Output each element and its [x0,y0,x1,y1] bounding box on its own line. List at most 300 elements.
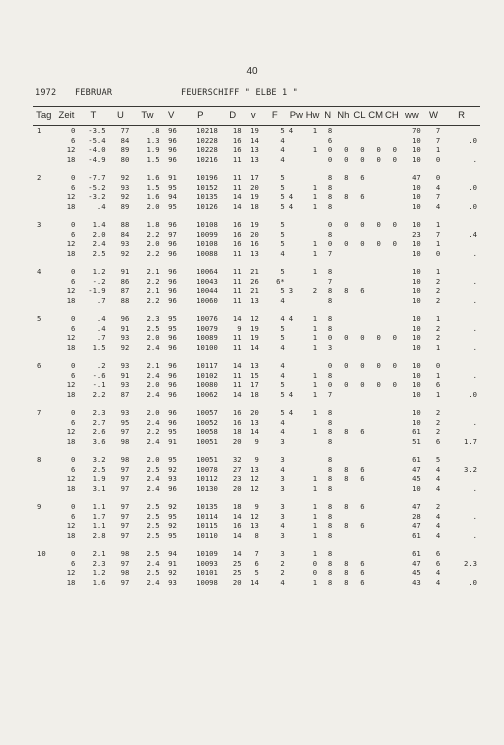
table-cell-tw: 2.0 [146,380,160,389]
day-tag: 4 [37,267,42,276]
table-cell-r: . [472,511,477,521]
table-cell-u: 84 [120,135,130,145]
table-cell-zeit: 0 [71,549,76,558]
table-cell-t: 2.8 [92,530,106,540]
table-cell-hw: 1 [312,248,318,258]
col-hw: Hw [305,107,320,126]
col-w: W [424,107,443,126]
table-row [33,296,480,306]
table-cell-u: 92 [120,248,130,258]
table-cell-tw: 1.6 [146,173,160,182]
table-cell-p: 10043 [196,276,218,286]
table-cell-t: -3.5 [88,126,106,135]
table-cell-u: 91 [120,323,130,333]
table-cell-nh: 0 [344,154,349,164]
table-cell-cl: 6 [360,577,365,587]
table-cell-t: 1.4 [92,220,106,229]
table-cell-v: 96 [168,145,177,154]
col-u: U [109,107,133,126]
table-cell-tw: 2.5 [146,464,160,474]
table-cell-r [443,361,480,371]
table-cell-n: 8 [327,408,333,417]
table-cell-ch [384,427,400,437]
table-row [33,465,480,475]
table-cell-n: 8 [327,455,333,464]
table-cell-pw: 4 [288,314,294,323]
table-cell-d: 20 [232,483,242,493]
table-cell-cm [368,230,384,240]
table-cell-t: -1.9 [88,286,106,295]
table-cell-t: 2.5 [92,464,106,474]
table-cell-cl: 0 [360,333,365,342]
table-cell-d: 23 [232,474,242,483]
table-cell-cl: 6 [360,192,365,201]
table-cell-cm [368,559,384,569]
table-cell-pw [288,380,305,390]
table-cell-t: 1.2 [92,568,106,577]
table-cell-n: 0 [327,220,333,229]
table-cell-w: 1 [435,267,441,276]
table-cell-p: 10135 [196,192,218,201]
table-cell-ch [384,324,400,334]
table-cell-n: 0 [327,145,333,154]
table-row [33,183,480,193]
table-cell-hw [305,455,320,465]
table-cell-u: 93 [120,333,130,342]
table-cell-r [443,314,480,324]
table-cell-d: 11 [232,333,242,342]
table-cell-n: 0 [327,239,333,248]
table-cell-ww: 10 [412,276,421,286]
day-tag [33,418,55,428]
table-cell-pw [288,343,305,353]
table-cell-r [443,568,480,578]
table-row [33,390,480,400]
table-cell-nh [335,277,351,287]
table-cell-v: 96 [168,276,177,286]
col-ch: CH [384,107,400,126]
table-cell-ch [384,173,400,183]
day-tag [33,230,55,240]
table-row [33,230,480,240]
table-cell-u: 89 [120,201,130,211]
table-cell-v: 5 [254,568,259,577]
separator-cell [33,446,480,455]
table-cell-ww: 10 [412,370,421,380]
table-cell-zeit: 6 [71,182,76,192]
table-cell-r: .0 [468,389,477,399]
table-cell-zeit: 12 [66,380,76,389]
table-cell-u: 98 [120,549,130,558]
table-cell-nh: 8 [344,464,349,474]
table-cell-ww: 47 [412,502,421,511]
table-cell-n: 8 [327,173,333,182]
table-cell-v: 8 [254,530,259,540]
table-cell-ch [384,418,400,428]
table-cell-v: 95 [168,511,177,521]
table-cell-ww: 10 [412,417,421,427]
table-cell-n: 8 [327,229,333,239]
table-row [33,474,480,484]
table-cell-ch: 0 [392,220,397,229]
table-cell-d: 16 [232,239,242,248]
table-cell-t: 2.3 [92,408,106,417]
table-cell-tw: 2.5 [146,502,160,511]
table-cell-pw: 4 [288,201,294,211]
table-cell-n: 0 [327,361,333,370]
table-cell-v: 95 [168,314,177,323]
table-cell-d: 14 [232,530,242,540]
table-cell-v: 20 [250,408,259,417]
table-cell-v: 91 [168,173,177,182]
table-row [33,239,480,249]
table-cell-nh [335,343,351,353]
table-cell-cm: 0 [376,380,381,389]
table-cell-nh [335,531,351,541]
table-cell-cm [368,126,384,136]
table-cell-v: 92 [168,464,177,474]
col-cl: CL [351,107,367,126]
table-row [33,155,480,165]
table-cell-zeit: 0 [71,408,76,417]
table-cell-cm [368,371,384,381]
table-cell-d: 18 [232,502,242,511]
table-cell-d: 14 [232,314,242,323]
table-cell-f: 4 [280,577,285,587]
table-cell-u: 97 [120,474,130,483]
table-cell-hw: 0 [312,568,318,577]
table-cell-d: 11 [232,182,242,192]
table-cell-tw: 2.0 [146,455,160,464]
table-cell-zeit: 6 [71,370,76,380]
table-cell-ww: 10 [412,182,421,192]
table-cell-cm [368,465,384,475]
table-cell-tw: 1.9 [146,145,160,154]
table-cell-v: 20 [250,182,259,192]
table-cell-p: 10089 [196,333,218,342]
table-cell-u: 91 [120,370,130,380]
table-cell-r [443,380,480,390]
table-cell-d: 11 [232,342,242,352]
day-tag [33,343,55,353]
table-cell-v: 14 [250,135,259,145]
table-cell-zeit: 6 [71,558,76,568]
table-cell-v: 17 [250,380,259,389]
table-cell-r: .0 [468,182,477,192]
table-cell-pw [288,474,305,484]
table-cell-hw [305,173,320,183]
day-separator [33,352,480,361]
day-tag [33,333,55,343]
table-cell-hw: 1 [312,182,318,192]
table-row [33,220,480,230]
table-cell-v: 96 [168,417,177,427]
table-cell-zeit: 6 [71,135,76,145]
table-cell-v: 19 [250,220,259,229]
table-cell-f: 5 [280,220,285,229]
table-cell-n: 7 [327,248,333,258]
table-cell-tw: 1.3 [146,135,160,145]
table-cell-pw [288,578,305,588]
table-cell-hw: 1 [312,577,318,587]
table-row [33,126,480,136]
table-cell-zeit: 18 [66,483,76,493]
table-cell-v: 96 [168,239,177,248]
table-cell-r: . [472,295,477,305]
table-cell-ww: 10 [412,483,421,493]
table-cell-t: 3.2 [92,455,106,464]
table-cell-cm [368,192,384,202]
table-cell-u: 91 [120,267,130,276]
table-cell-tw: 2.5 [146,530,160,540]
table-cell-zeit: 12 [66,145,76,154]
table-cell-pw [288,371,305,381]
table-cell-tw: 2.5 [146,549,160,558]
table-row [33,286,480,296]
table-cell-v: 96 [168,135,177,145]
table-cell-hw: 1 [312,192,318,201]
table-cell-cl [351,484,367,494]
table-cell-cm: 0 [376,333,381,342]
table-cell-nh [335,437,351,447]
table-cell-t: 2.4 [92,239,106,248]
table-cell-nh [335,202,351,212]
table-cell-hw: 2 [312,286,318,295]
day-separator [33,399,480,408]
table-cell-ch [384,183,400,193]
table-cell-w: 4 [435,474,441,483]
day-tag [33,371,55,381]
table-cell-ww: 10 [412,361,421,370]
table-cell-u: 97 [120,521,130,530]
table-cell-hw: 1 [312,370,318,380]
table-cell-f: 3 [280,511,285,521]
table-cell-ww: 10 [412,389,421,399]
table-cell-pw [288,230,305,240]
table-cell-zeit: 6 [71,464,76,474]
table-row [33,145,480,155]
table-cell-cl [351,230,367,240]
table-cell-cl: 6 [360,464,365,474]
table-cell-f: 5 [280,267,285,276]
table-cell-ww: 10 [412,408,421,417]
table-cell-cm [368,343,384,353]
table-cell-v: 21 [250,286,259,295]
table-cell-w: 4 [435,530,441,540]
table-cell-pw [288,465,305,475]
table-cell-n: 8 [327,295,333,305]
table-cell-p: 10228 [196,135,218,145]
table-cell-w: 4 [435,464,441,474]
table-cell-cl [351,314,367,324]
table-cell-tw: 2.2 [146,295,160,305]
table-cell-tw: 1.5 [146,182,160,192]
table-cell-v: 96 [168,408,177,417]
day-separator [33,493,480,502]
table-cell-nh: 8 [344,521,349,530]
table-cell-hw: 1 [312,126,318,135]
table-cell-t: .4 [96,314,106,323]
table-cell-v: 20 [250,229,259,239]
table-cell-n: 8 [327,511,333,521]
table-cell-p: 10062 [196,389,218,399]
table-cell-hw: 1 [312,521,318,530]
table-cell-zeit: 6 [71,276,76,286]
table-cell-tw: 2.5 [146,568,160,577]
table-cell-d: 11 [232,248,242,258]
table-cell-r [443,408,480,418]
table-cell-zeit: 18 [66,248,76,258]
table-cell-u: 97 [120,558,130,568]
table-cell-ch [384,568,400,578]
table-cell-w: 0 [435,154,441,164]
table-cell-f: 3 [280,474,285,483]
day-separator [33,446,480,455]
table-cell-zeit: 18 [66,201,76,211]
table-cell-t: 2.3 [92,558,106,568]
table-cell-cm [368,267,384,277]
table-cell-v: 95 [168,323,177,333]
col-tw: Tw [132,107,162,126]
table-cell-cm [368,314,384,324]
table-cell-tw: 2.2 [146,276,160,286]
table-cell-ch [384,286,400,296]
table-cell-t: 1.5 [92,342,106,352]
table-cell-ch [384,202,400,212]
table-cell-pw [288,249,305,259]
table-cell-cl [351,202,367,212]
table-cell-ww: 10 [412,201,421,211]
table-cell-ww: 10 [412,192,421,201]
table-cell-p: 10112 [196,474,218,483]
table-cell-ww: 10 [412,295,421,305]
table-cell-ww: 47 [412,173,421,182]
table-cell-pw [288,418,305,428]
table-cell-cl [351,324,367,334]
table-cell-f: 5 [280,408,285,417]
table-row [33,512,480,522]
table-row [33,437,480,447]
table-cell-ch [384,578,400,588]
table-cell-cl: 0 [360,380,365,389]
table-cell-ww: 61 [412,549,421,558]
table-cell-zeit: 6 [71,417,76,427]
table-cell-u: 88 [120,220,130,229]
table-cell-t: -5.4 [88,135,106,145]
day-tag [33,155,55,165]
table-cell-p: 10109 [196,549,218,558]
table-cell-hw [305,437,320,447]
day-tag [33,296,55,306]
table-cell-pw: 4 [288,408,294,417]
table-cell-ww: 47 [412,464,421,474]
table-cell-d: 16 [232,417,242,427]
table-cell-d: 20 [232,577,242,587]
table-cell-u: 88 [120,295,130,305]
table-row [33,408,480,418]
table-cell-nh: 0 [344,220,349,229]
table-cell-r [443,286,480,296]
table-cell-cm [368,455,384,465]
day-tag [33,239,55,249]
table-cell-cl [351,371,367,381]
table-cell-t: .4 [96,201,106,211]
table-cell-d: 16 [232,135,242,145]
table-cell-n: 8 [327,530,333,540]
table-cell-n: 8 [327,464,333,474]
table-cell-p: 10099 [196,229,218,239]
table-cell-nh: 8 [344,474,349,483]
table-cell-pw [288,502,305,512]
table-row [33,578,480,588]
table-cell-t: 1.6 [92,577,106,587]
table-cell-r: . [472,323,477,333]
table-cell-nh [335,296,351,306]
separator-cell [33,352,480,361]
day-separator [33,540,480,549]
table-cell-p: 10218 [196,126,218,135]
table-cell-pw [288,220,305,230]
table-cell-v: 13 [250,521,259,530]
table-cell-ww: 61 [412,427,421,436]
table-cell-zeit: 0 [71,314,76,323]
table-cell-f: 5 [280,333,285,342]
table-cell-ww: 10 [412,135,421,145]
day-tag [33,512,55,522]
table-cell-zeit: 18 [66,577,76,587]
table-cell-p: 10228 [196,145,218,154]
table-cell-ch [384,277,400,287]
table-cell-p: 10115 [196,521,218,530]
table-cell-nh: 8 [344,192,349,201]
table-cell-tw: 2.2 [146,229,160,239]
table-cell-cm: 0 [376,220,381,229]
table-cell-v: 12 [250,314,259,323]
table-cell-hw: 1 [312,267,318,276]
day-separator [33,211,480,220]
day-tag [33,249,55,259]
table-cell-u: 97 [120,502,130,511]
col-zeit: Zeit [55,107,79,126]
table-cell-r: . [472,342,477,352]
table-cell-n: 8 [327,417,333,427]
table-cell-cm [368,437,384,447]
table-cell-v: 95 [168,427,177,436]
table-cell-u: 86 [120,276,130,286]
table-cell-ww: 10 [412,220,421,229]
separator-cell [33,540,480,549]
table-cell-zeit: 6 [71,511,76,521]
table-cell-ww: 23 [412,229,421,239]
table-cell-ch [384,267,400,277]
table-cell-r: . [472,417,477,427]
table-cell-f: 5 [280,286,285,295]
table-cell-d: 11 [232,370,242,380]
table-cell-u: 97 [120,511,130,521]
table-cell-f: 4 [280,427,285,436]
table-cell-p: 10110 [196,530,218,540]
table-cell-pw [288,361,305,371]
table-cell-zeit: 12 [66,333,76,342]
table-cell-t: -7.7 [88,173,106,182]
table-cell-d: 27 [232,464,242,474]
table-cell-ch [384,549,400,559]
table-cell-cm [368,578,384,588]
table-cell-ch [384,474,400,484]
table-cell-d: 16 [232,408,242,417]
table-cell-v: 21 [250,267,259,276]
table-cell-ch [384,484,400,494]
